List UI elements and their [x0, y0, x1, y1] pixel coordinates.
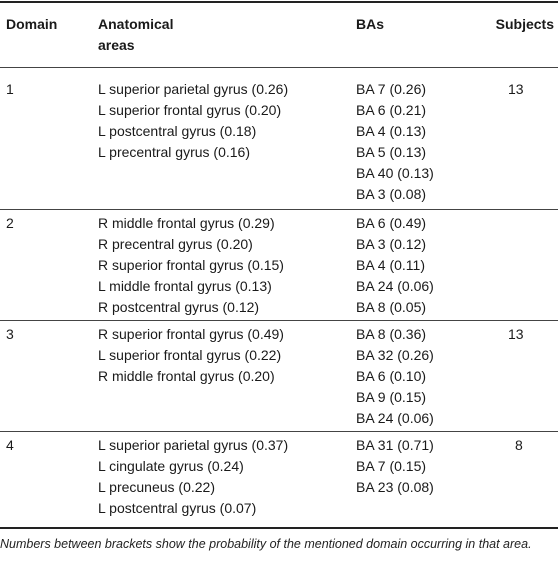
ba-item: BA 7 (0.15): [356, 458, 427, 474]
ba-item: BA 8 (0.36): [356, 326, 427, 342]
row2-domain: 2: [6, 215, 14, 231]
header-bas: BAs: [356, 16, 385, 32]
ba-item: BA 24 (0.06): [356, 278, 434, 294]
area-item: R superior frontal gyrus (0.49): [98, 326, 284, 342]
row4-bas: [356, 435, 434, 498]
row-rule: [0, 320, 558, 321]
header-areas-line2: areas: [98, 37, 135, 53]
ba-item: BA 32 (0.26): [356, 347, 434, 363]
header-subjects: Subjects: [495, 16, 554, 32]
row2-bas: [356, 213, 434, 318]
header-rule: [0, 67, 558, 68]
ba-item: BA 3 (0.12): [356, 236, 427, 252]
ba-item: BA 9 (0.15): [356, 389, 427, 405]
area-item: L superior frontal gyrus (0.20): [98, 102, 282, 118]
row2-areas: [98, 213, 284, 318]
ba-item: BA 7 (0.26): [356, 81, 427, 97]
row1-domain: 1: [6, 81, 14, 97]
ba-item: BA 5 (0.13): [356, 144, 427, 160]
area-item: R superior frontal gyrus (0.15): [98, 257, 284, 273]
area-item: L precuneus (0.22): [98, 479, 215, 495]
area-item: L superior parietal gyrus (0.37): [98, 437, 289, 453]
table-bottom-rule: [0, 527, 558, 529]
table-footnote: Numbers between brackets show the probability of the mentioned domain occurring in that area.: [0, 537, 532, 551]
ba-item: BA 6 (0.21): [356, 102, 427, 118]
ba-item: BA 6 (0.49): [356, 215, 427, 231]
header-domain: Domain: [6, 16, 58, 32]
area-item: R middle frontal gyrus (0.20): [98, 368, 275, 384]
ba-item: BA 3 (0.08): [356, 186, 427, 202]
area-item: L postcentral gyrus (0.07): [98, 500, 257, 516]
row4-areas: [98, 435, 288, 519]
area-item: L superior parietal gyrus (0.26): [98, 81, 289, 97]
area-item: R middle frontal gyrus (0.29): [98, 215, 275, 231]
area-item: R postcentral gyrus (0.12): [98, 299, 260, 315]
ba-item: BA 4 (0.13): [356, 123, 427, 139]
table-top-rule: [0, 1, 558, 3]
area-item: L middle frontal gyrus (0.13): [98, 278, 272, 294]
row1-subjects: 13: [508, 81, 524, 97]
ba-item: BA 24 (0.06): [356, 410, 434, 426]
row4-domain: 4: [6, 437, 14, 453]
area-item: R precentral gyrus (0.20): [98, 236, 253, 252]
ba-item: BA 4 (0.11): [356, 257, 426, 273]
area-item: L precentral gyrus (0.16): [98, 144, 250, 160]
ba-item: BA 23 (0.08): [356, 479, 434, 495]
row1-areas: [98, 79, 288, 163]
area-item: L cingulate gyrus (0.24): [98, 458, 244, 474]
row3-domain: 3: [6, 326, 14, 342]
ba-item: BA 6 (0.10): [356, 368, 427, 384]
header-areas-line1: Anatomical: [98, 16, 174, 32]
ba-item: BA 40 (0.13): [356, 165, 434, 181]
row1-bas: [356, 79, 434, 205]
row3-areas: [98, 324, 284, 387]
row4-subjects: 8: [515, 437, 523, 453]
row3-bas: [356, 324, 434, 429]
area-item: L postcentral gyrus (0.18): [98, 123, 257, 139]
area-item: L superior frontal gyrus (0.22): [98, 347, 282, 363]
ba-item: BA 31 (0.71): [356, 437, 434, 453]
row-rule: [0, 209, 558, 210]
row-rule: [0, 431, 558, 432]
row3-subjects: 13: [508, 326, 524, 342]
ba-item: BA 8 (0.05): [356, 299, 427, 315]
